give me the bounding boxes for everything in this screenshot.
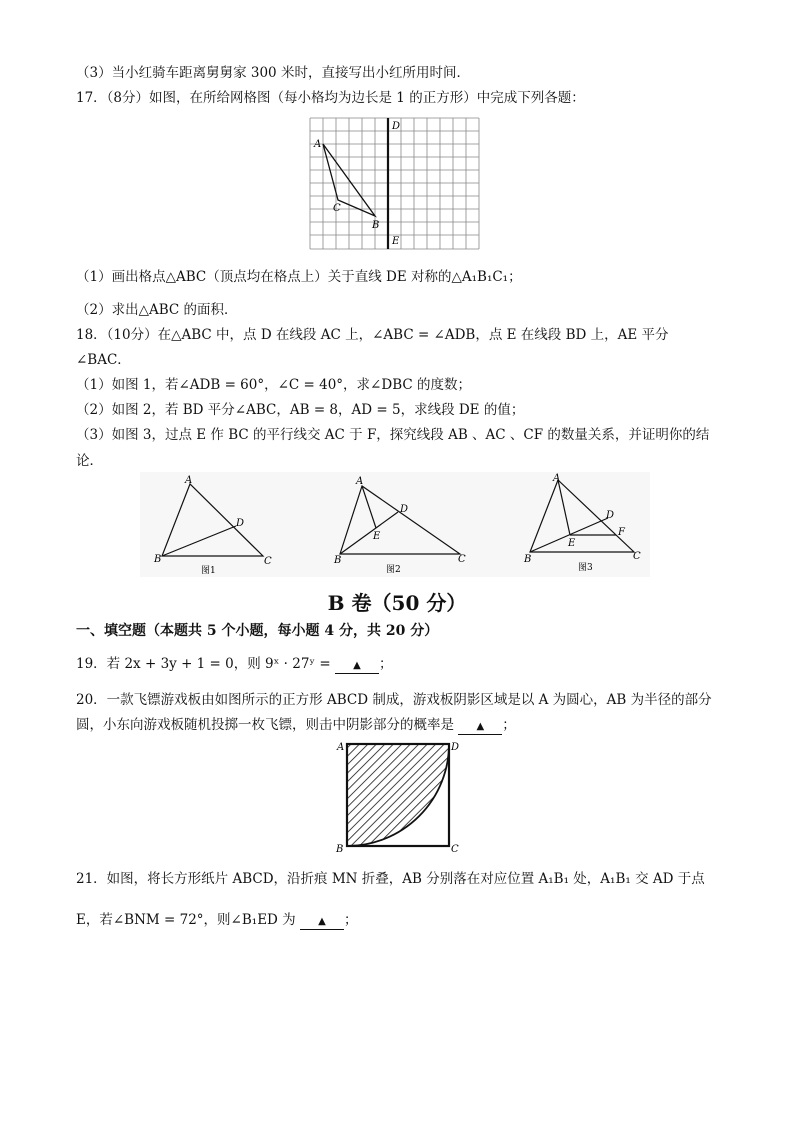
q19 [76,654,393,674]
q19-end: ； [379,656,393,672]
q17-part1: （1）画出格点△ABC（顶点均在格点上）关于直线 DE 对称的△A₁B₁C₁； [76,269,522,285]
sq-label-c: C [451,844,459,855]
q20-text: 圆，小东向游戏板随机投掷一枚飞镖，则击中阴影部分的概率是 [76,717,454,733]
q19-text: 19．若 2x + 3y + 1 = 0，则 9ˣ · 27ʸ = [76,656,331,672]
q21-answer-blank: ▲ [300,915,344,930]
q18-part1: （1）如图 1，若∠ADB = 60°，∠C = 40°，求∠DBC 的度数； [76,377,471,393]
label-c: C [333,203,341,214]
q18-part2: （2）如图 2，若 BD 平分∠ABC，AB = 8，AD = 5，求线段 DE 的值； [76,402,525,418]
fig2-label-e: E [373,531,381,542]
fill-blank-heading: 一、填空题（本题共 5 个小题，每小题 4 分，共 20 分） [76,623,439,639]
q17-part2: （2）求出△ABC 的面积． [76,302,238,318]
fig2-label-b: B [334,555,342,566]
q20-answer-blank: ▲ [458,720,502,735]
q21-line1: 21．如图，将长方形纸片 ABCD，沿折痕 MN 折叠，AB 分别落在对应位置 A₁B₁ 处，A₁B₁ 交 AD 于点 [76,871,705,887]
fig2-label-c: C [458,554,466,565]
q18-stem-1: 18．（10分）在△ABC 中，点 D 在线段 AC 上，∠ABC = ∠ADB，点 E 在线段 BD 上，AE 平分 [76,327,669,343]
q18-part3-1: （3）如图 3，过点 E 作 BC 的平行线交 AC 于 F，探究线段 AB 、AC 、CF 的数量关系，并证明你的结 [76,427,710,443]
sq-label-b: B [336,844,344,855]
fig2-caption: 图2 [386,565,401,575]
label-d: D [392,121,401,132]
q18-stem-2: ∠BAC． [76,352,131,368]
q19-answer-blank: ▲ [335,659,379,674]
q16-part3: （3）当小红骑车距离舅舅家 300 米时，直接写出小红所用时间． [76,65,470,81]
fig3-label-c: C [633,551,641,562]
q20-line1: 20．一款飞镖游戏板由如图所示的正方形 ABCD 制成，游戏板阴影区域是以 A 为圆心，AB 为半径的部分 [76,692,712,708]
fig2-label-a: A [356,476,364,487]
label-e: E [392,236,400,247]
fig3-label-d: D [606,510,615,521]
label-a: A [314,139,322,150]
q21-text: E，若∠BNM = 72°，则∠B₁ED 为 [76,912,296,928]
fig2-label-d: D [400,504,409,515]
q18-part3-2: 论． [76,453,103,469]
q21-line2 [76,910,357,930]
fig3-caption: 图3 [578,563,593,573]
fig1-label-a: A [185,475,193,486]
fig3-label-a: A [553,473,561,484]
sq-label-a: A [337,742,345,753]
label-b: B [372,220,380,231]
fig1-label-b: B [154,554,162,565]
section-b-title: B 卷（50 分） [327,591,467,615]
q17-grid-figure [305,113,490,253]
q20-end: ； [502,717,516,733]
fig3-label-f: F [618,527,625,538]
sq-label-d: D [451,742,460,753]
q20-line2 [76,715,516,735]
q21-end: ； [343,912,358,928]
fig1-label-c: C [264,556,272,567]
fig3-label-b: B [524,554,532,565]
q18-figures [140,472,650,577]
q17-stem: 17．（8分）如图，在所给网格图（每小格均为边长是 1 的正方形）中完成下列各题： [76,90,585,106]
fig3-label-e: E [568,538,576,549]
q20-square-figure [333,736,463,856]
fig1-label-d: D [236,518,245,529]
fig1-caption: 图1 [201,566,216,576]
